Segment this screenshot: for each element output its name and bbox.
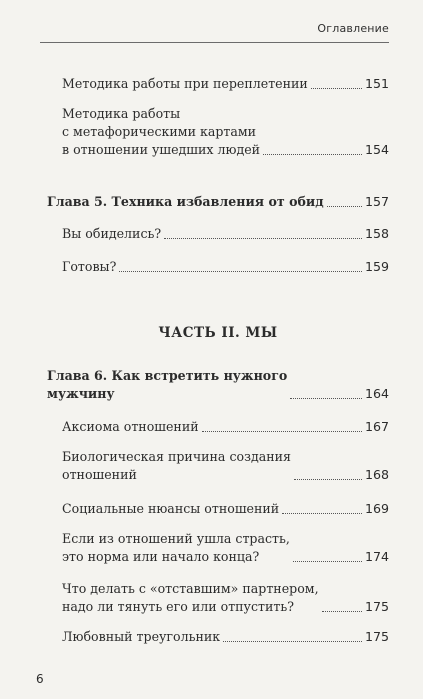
toc-page-number: 151	[364, 76, 389, 91]
toc-entry-title: Если из отношений ушла страсть, это норма или начало конца?	[62, 531, 290, 564]
toc-entry-title: Вы обиделись?	[62, 226, 162, 241]
toc-entry-title: Социальные нюансы отношений	[62, 501, 280, 516]
toc-page-number: 154	[364, 142, 389, 157]
page-number: 6	[36, 672, 44, 686]
toc-leader-dots	[311, 88, 362, 89]
toc-page-number: 175	[364, 629, 389, 644]
toc-page-number: 174	[364, 549, 389, 564]
toc-entry[interactable]	[62, 628, 389, 646]
toc-entry-title: Методика работы с метафорическими картами в отношении ушедших людей	[62, 106, 261, 157]
toc-leader-dots	[322, 611, 362, 612]
toc-page-number: 164	[364, 386, 389, 401]
toc-leader-dots	[119, 271, 362, 272]
toc-entry[interactable]	[62, 580, 389, 616]
toc-page-number: 159	[364, 259, 389, 274]
toc-leader-dots	[202, 431, 362, 432]
toc-page-number: 167	[364, 419, 389, 434]
toc-page-number: 157	[364, 194, 389, 209]
toc-page-number: 169	[364, 501, 389, 516]
toc-entry-title: Что делать с «отставшим» партнером, надо ли тянуть его или отпустить?	[62, 581, 319, 614]
toc-chapter-entry[interactable]	[47, 193, 389, 211]
toc-entry[interactable]	[62, 225, 389, 243]
toc-entry[interactable]	[62, 530, 389, 566]
toc-leader-dots	[223, 641, 362, 642]
toc-leader-dots	[327, 206, 362, 207]
toc-leader-dots	[294, 479, 362, 480]
toc-entry[interactable]	[62, 258, 389, 276]
toc-entry[interactable]	[62, 75, 389, 93]
toc-page-number: 175	[364, 599, 389, 614]
toc-page-number: 158	[364, 226, 389, 241]
toc-entry[interactable]	[62, 418, 389, 436]
toc-entry[interactable]	[62, 105, 389, 159]
toc-leader-dots	[263, 154, 362, 155]
toc-chapter-title: Глава 5. Техника избавления от обид	[47, 194, 324, 209]
toc-entry-title: Биологическая причина создания отношений	[62, 449, 291, 482]
part-heading: ЧАСТЬ II. МЫ	[158, 325, 278, 341]
toc-chapter-entry[interactable]	[47, 367, 389, 403]
running-header	[0, 0, 423, 38]
toc-page-number: 168	[364, 467, 389, 482]
toc-leader-dots	[164, 238, 362, 239]
toc-leader-dots	[293, 561, 362, 562]
running-title: Оглавление	[317, 22, 389, 35]
toc-entry[interactable]	[62, 448, 389, 484]
toc-entry-title: Готовы?	[62, 259, 117, 274]
toc-entry-title: Любовный треугольник	[62, 629, 221, 644]
toc-leader-dots	[282, 513, 362, 514]
toc-entry-title: Методика работы при переплетении	[62, 76, 308, 91]
header-rule	[40, 42, 389, 43]
toc-entry[interactable]	[62, 500, 389, 518]
toc-entry-title: Аксиома отношений	[62, 419, 199, 434]
toc-chapter-title: Глава 6. Как встретить нужного мужчину	[47, 368, 288, 401]
toc-leader-dots	[290, 398, 362, 399]
